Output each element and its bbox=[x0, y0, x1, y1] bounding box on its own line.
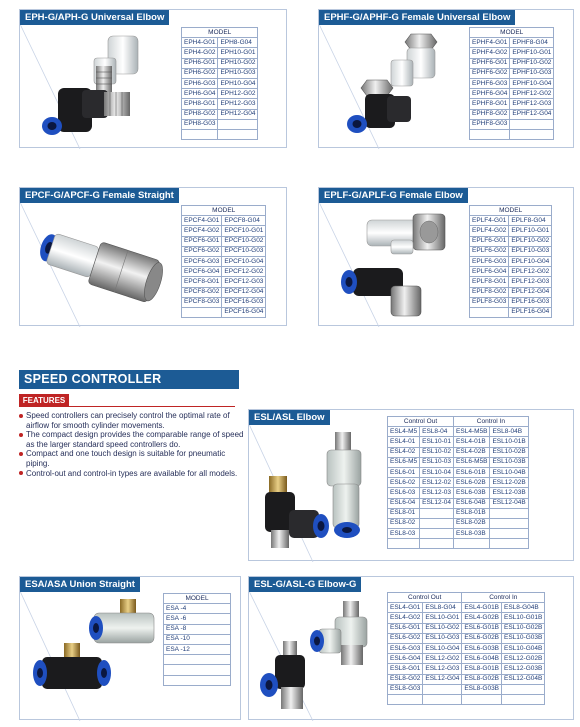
model-header: MODEL bbox=[470, 28, 554, 38]
model-header: MODEL bbox=[164, 594, 231, 604]
table-row: EPCF8-G02 EPCF12-G04 bbox=[182, 287, 266, 297]
table-row: EPHF4-G02 EPHF10-G01 bbox=[470, 48, 554, 58]
control-in-header: Control In bbox=[462, 593, 545, 603]
table-row: EPHF6-G01 EPHF10-G02 bbox=[470, 58, 554, 68]
table-row: ESL6-G01 ESL10-G02 ESL6-G01B ESL10-G02B bbox=[388, 623, 545, 633]
table-row: EPLF4-G02 EPLF10-G01 bbox=[470, 226, 552, 236]
model-table bbox=[181, 205, 266, 318]
table-row: ESL6-03 ESL12-03 ESL6-03B ESL12-03B bbox=[388, 488, 529, 498]
panel-esa-union-straight bbox=[19, 576, 241, 720]
speed-controller-elbow-image bbox=[255, 428, 395, 560]
table-row: ESL6-04 ESL12-04 ESL6-04B ESL12-04B bbox=[388, 498, 529, 508]
table-row: EPH6-G01 EPH10-G02 bbox=[182, 58, 258, 68]
table-row: ESL4-G02 ESL10-G01 ESL4-G02B ESL10-G01B bbox=[388, 613, 545, 623]
model-header: MODEL bbox=[470, 206, 552, 216]
panel-eslg-elbow-g bbox=[248, 576, 574, 720]
table-row: EPH8-G02 EPH12-G04 bbox=[182, 109, 258, 119]
table-row: ESL6-G03 ESL10-G04 ESL6-G03B ESL10-G04B bbox=[388, 643, 545, 653]
panel-title: ESL/ASL Elbow bbox=[249, 410, 330, 425]
panel-title: ESL-G/ASL-G Elbow-G bbox=[249, 577, 361, 592]
table-row bbox=[470, 129, 554, 139]
model-table bbox=[163, 593, 231, 686]
control-out-header: Control Out bbox=[388, 417, 454, 427]
table-row: ESL8-03 ESL8-03B bbox=[388, 529, 529, 539]
feature-item: Compact and one touch design is suitable for pneumatic piping. bbox=[19, 449, 247, 468]
table-row: EPLF8-G02 EPLF12-G04 bbox=[470, 287, 552, 297]
table-row: EPH6-G04 EPH12-G02 bbox=[182, 89, 258, 99]
table-row: EPHF8-G01 EPHF12-G03 bbox=[470, 99, 554, 109]
model-table bbox=[181, 27, 258, 140]
feature-item: The compact design provides the comparable range of speed as the larger standard speed controllers do. bbox=[19, 430, 247, 449]
model-header: MODEL bbox=[182, 28, 258, 38]
table-row: ESL4-01 ESL10-01 ESL4-01B ESL10-01B bbox=[388, 437, 529, 447]
table-row: EPHF6-G03 EPHF10-G04 bbox=[470, 78, 554, 88]
table-row: ESL4-G01 ESL8-G04 ESL4-G01B ESL8-G04B bbox=[388, 603, 545, 613]
table-row: ESL8-01 ESL8-01B bbox=[388, 508, 529, 518]
table-row bbox=[164, 655, 231, 665]
female-elbow-image bbox=[327, 210, 472, 322]
model-table bbox=[469, 205, 552, 318]
table-row: EPLF4-G01 EPLF8-G04 bbox=[470, 216, 552, 226]
table-row: EPCF8-G01 EPCF12-G03 bbox=[182, 277, 266, 287]
table-row: EPLF6-G04 EPLF12-G02 bbox=[470, 267, 552, 277]
control-in-header: Control In bbox=[454, 417, 529, 427]
universal-elbow-image bbox=[30, 30, 180, 145]
table-row: ESL6-G02 ESL10-G03 ESL6-G02B ESL10-G03B bbox=[388, 633, 545, 643]
feature-item: Speed controllers can precisely control the optimal rate of airflow for smooth cylinder movements. bbox=[19, 411, 247, 430]
union-straight-image bbox=[24, 595, 164, 719]
table-row: ESA -12 bbox=[164, 644, 231, 654]
table-row: EPCF6-G02 EPCF10-G03 bbox=[182, 246, 266, 256]
table-row: ESL8-G02 ESL12-G04 ESL8-G02B ESL12-G04B bbox=[388, 674, 545, 684]
female-straight-image bbox=[30, 214, 180, 319]
table-row: ESL6-01 ESL10-04 ESL6-01B ESL10-04B bbox=[388, 467, 529, 477]
panel-title: EPLF-G/APLF-G Female Elbow bbox=[319, 188, 468, 203]
model-table bbox=[387, 592, 545, 705]
table-row: ESL6-02 ESL12-02 ESL6-02B ESL12-02B bbox=[388, 478, 529, 488]
table-row: EPLF6-G03 EPLF10-G04 bbox=[470, 256, 552, 266]
panel-eplf-female-elbow bbox=[318, 187, 574, 326]
panel-eph-universal-elbow bbox=[19, 9, 287, 148]
model-table bbox=[387, 416, 529, 549]
table-row: EPH8-G01 EPH12-G03 bbox=[182, 99, 258, 109]
table-row: EPH6-G02 EPH10-G03 bbox=[182, 68, 258, 78]
table-row bbox=[164, 665, 231, 675]
table-row: EPH4-G01 EPH8-G04 bbox=[182, 38, 258, 48]
table-row: ESL6-G04 ESL12-G02 ESL6-G04B ESL12-G02B bbox=[388, 654, 545, 664]
table-row: EPLF16-G04 bbox=[470, 307, 552, 317]
feature-item: Control-out and control-in types are available for all models. bbox=[19, 469, 247, 479]
panel-title: EPCF-G/APCF-G Female Straight bbox=[20, 188, 179, 203]
table-row bbox=[388, 539, 529, 549]
table-row: EPHF6-G02 EPHF10-G03 bbox=[470, 68, 554, 78]
features-list bbox=[19, 411, 247, 478]
table-row: EPH8-G03 bbox=[182, 119, 258, 129]
panel-title: EPHF-G/APHF-G Female Universal Elbow bbox=[319, 10, 515, 25]
table-row: ESL4-M5 ESL8-04 ESL4-M5B ESL8-04B bbox=[388, 427, 529, 437]
panel-ephf-female-universal-elbow bbox=[318, 9, 574, 148]
table-row: EPCF8-G03 EPCF16-G03 bbox=[182, 297, 266, 307]
table-row: EPCF4-G01 EPCF8-G04 bbox=[182, 216, 266, 226]
table-row bbox=[164, 675, 231, 685]
panel-esl-elbow bbox=[248, 409, 574, 561]
table-row: ESA -4 bbox=[164, 604, 231, 614]
control-out-header: Control Out bbox=[388, 593, 462, 603]
table-row: ESL8-02 ESL8-02B bbox=[388, 518, 529, 528]
table-row: EPLF6-G01 EPLF10-G02 bbox=[470, 236, 552, 246]
table-row: ESA -8 bbox=[164, 624, 231, 634]
table-row: EPLF8-G01 EPLF12-G03 bbox=[470, 277, 552, 287]
table-row: ESA -6 bbox=[164, 614, 231, 624]
model-header: MODEL bbox=[182, 206, 266, 216]
table-row: EPCF6-G03 EPCF10-G04 bbox=[182, 256, 266, 266]
female-universal-elbow-image bbox=[327, 30, 472, 145]
table-row: EPCF16-G04 bbox=[182, 307, 266, 317]
speed-controller-title: SPEED CONTROLLER bbox=[24, 372, 162, 386]
table-row bbox=[182, 129, 258, 139]
table-row bbox=[388, 694, 545, 704]
table-row: EPCF4-G02 EPCF10-G01 bbox=[182, 226, 266, 236]
features-divider bbox=[69, 406, 235, 407]
table-row: EPHF6-G04 EPHF12-G02 bbox=[470, 89, 554, 99]
table-row: EPLF8-G03 EPLF16-G03 bbox=[470, 297, 552, 307]
table-row: EPHF4-G01 EPHF8-G04 bbox=[470, 38, 554, 48]
table-row: EPH4-G02 EPH10-G01 bbox=[182, 48, 258, 58]
table-row: ESL8-G03 ESL8-G03B bbox=[388, 684, 545, 694]
table-row: ESL8-G01 ESL12-G03 ESL8-G01B ESL12-G03B bbox=[388, 664, 545, 674]
table-row: EPCF6-G04 EPCF12-G02 bbox=[182, 267, 266, 277]
table-row: EPHF8-G03 bbox=[470, 119, 554, 129]
panel-title: ESA/ASA Union Straight bbox=[20, 577, 140, 592]
panel-epcf-female-straight bbox=[19, 187, 287, 326]
speed-controller-elbow-g-image bbox=[255, 595, 395, 719]
table-row: EPLF6-G02 EPLF10-G03 bbox=[470, 246, 552, 256]
features-label: FEATURES bbox=[19, 394, 69, 407]
table-row: ESL4-02 ESL10-02 ESL4-02B ESL10-02B bbox=[388, 447, 529, 457]
table-row: ESA -10 bbox=[164, 634, 231, 644]
table-row: EPHF8-G02 EPHF12-G04 bbox=[470, 109, 554, 119]
table-row: EPCF6-G01 EPCF10-G02 bbox=[182, 236, 266, 246]
model-table bbox=[469, 27, 554, 140]
table-row: EPH6-G03 EPH10-G04 bbox=[182, 78, 258, 88]
panel-title: EPH-G/APH-G Universal Elbow bbox=[20, 10, 169, 25]
table-row: ESL6-M5 ESL10-03 ESL6-M5B ESL10-03B bbox=[388, 457, 529, 467]
